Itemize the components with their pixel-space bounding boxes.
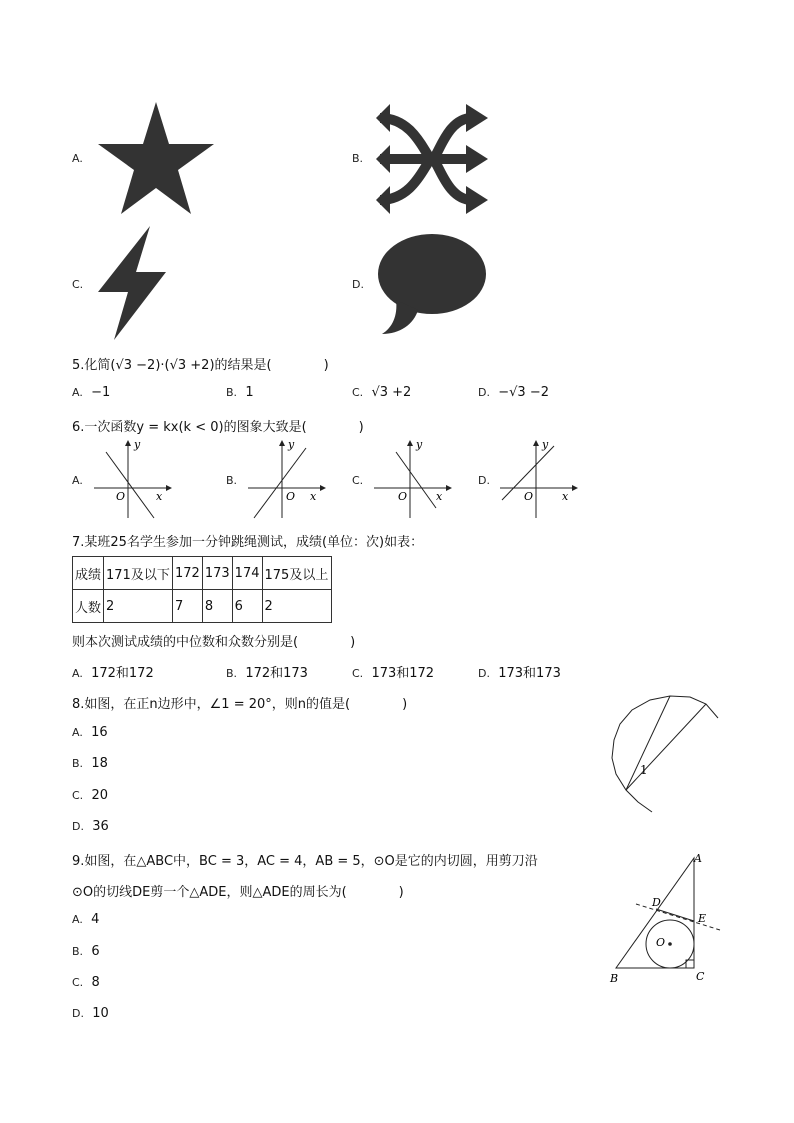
option-c[interactable] xyxy=(352,385,411,400)
option-letter: C. xyxy=(352,474,364,487)
option-value: 20 xyxy=(91,788,108,803)
option-letter: A. xyxy=(72,474,83,487)
option-c[interactable] xyxy=(72,975,100,990)
option-letter: B. xyxy=(226,667,238,680)
x-axis-label: x xyxy=(310,490,317,503)
option-letter: C. xyxy=(72,789,84,802)
question-5-text: 5.化简(√3 −2)·(√3 +2)的结果是( ) xyxy=(72,358,329,373)
option-letter: C. xyxy=(72,976,84,989)
incircle-triangle-figure xyxy=(606,848,726,988)
graph-b xyxy=(246,438,326,520)
option-value: 8 xyxy=(91,975,100,990)
option-value: −√3 −2 xyxy=(498,385,549,400)
option-letter: A. xyxy=(72,913,83,926)
option-letter: A. xyxy=(72,726,83,739)
option-d[interactable] xyxy=(72,1006,109,1021)
table-cell: 7 xyxy=(173,590,203,623)
option-c[interactable] xyxy=(72,788,108,803)
option-b[interactable] xyxy=(72,944,100,959)
option-letter: B. xyxy=(226,474,238,487)
option-letter: D. xyxy=(352,278,364,291)
option-d[interactable] xyxy=(72,819,109,834)
graph-c xyxy=(372,438,452,520)
regular-polygon-figure xyxy=(608,694,724,818)
option-value: √3 +2 xyxy=(371,385,412,400)
y-axis-label: y xyxy=(288,438,295,451)
table-cell: 172 xyxy=(173,557,203,590)
table-cell: 173 xyxy=(202,557,232,590)
score-table xyxy=(72,556,332,623)
option-value: 6 xyxy=(91,944,100,959)
star-icon xyxy=(96,100,216,216)
lightning-icon xyxy=(96,226,168,340)
question-9-text-line1: 9.如图，在△ABC中，BC = 3，AC = 4，AB = 5，⊙O是它的内切圆，用剪刀沿 xyxy=(72,854,538,869)
option-letter: D. xyxy=(478,474,490,487)
option-letter: D. xyxy=(478,386,490,399)
option-value: 173和173 xyxy=(498,666,561,681)
question-8-text: 8.如图，在正n边形中，∠1 = 20°，则n的值是( ) xyxy=(72,697,408,712)
table-cell: 174 xyxy=(232,557,262,590)
option-letter: A. xyxy=(72,667,83,680)
option-a[interactable] xyxy=(72,912,99,927)
option-letter: B. xyxy=(352,152,364,165)
y-axis-label: y xyxy=(416,438,423,451)
option-letter: D. xyxy=(478,667,490,680)
x-axis-label: x xyxy=(562,490,569,503)
option-letter: C. xyxy=(352,667,364,680)
option-value: 4 xyxy=(91,912,100,927)
option-letter: A. xyxy=(72,386,83,399)
label-e: E xyxy=(698,912,707,925)
label-d: D xyxy=(652,896,661,909)
option-value: 10 xyxy=(92,1006,109,1021)
option-letter: A. xyxy=(72,152,83,165)
option-d[interactable] xyxy=(478,662,561,681)
option-a[interactable] xyxy=(72,725,108,740)
table-cell: 2 xyxy=(262,590,331,623)
table-cell: 成绩 xyxy=(73,557,104,590)
origin-label: O xyxy=(286,490,296,503)
option-letter: D. xyxy=(72,1007,84,1020)
option-value: 172和173 xyxy=(245,666,308,681)
origin-label: O xyxy=(398,490,408,503)
question-7-text: 7.某班25名学生参加一分钟跳绳测试，成绩(单位：次)如表： xyxy=(72,535,424,550)
table-cell: 6 xyxy=(232,590,262,623)
label-o: O xyxy=(656,936,666,949)
option-d[interactable] xyxy=(478,385,549,400)
option-value: 16 xyxy=(91,725,108,740)
crossing-arrows-icon xyxy=(376,104,488,214)
option-b[interactable] xyxy=(226,385,254,400)
speech-bubble-icon xyxy=(376,232,488,336)
option-a[interactable] xyxy=(72,662,154,681)
graph-a xyxy=(92,438,172,520)
label-c: C xyxy=(696,970,705,983)
table-cell: 人数 xyxy=(73,590,104,623)
question-6-text: 6.一次函数y = kx(k < 0)的图象大致是( ) xyxy=(72,420,364,435)
y-axis-label: y xyxy=(542,438,549,451)
option-letter: C. xyxy=(72,278,84,291)
question-9-text-line2: ⊙O的切线DE剪一个△ADE，则△ADE的周长为( ) xyxy=(72,885,404,900)
table-row xyxy=(73,590,332,623)
y-axis-label: y xyxy=(134,438,141,451)
option-value: 173和172 xyxy=(371,666,435,681)
option-a[interactable] xyxy=(72,385,110,400)
origin-label: O xyxy=(524,490,534,503)
option-b[interactable] xyxy=(72,756,108,771)
label-a: A xyxy=(694,852,702,865)
option-c[interactable] xyxy=(352,662,434,681)
option-letter: B. xyxy=(72,757,84,770)
table-cell: 171及以下 xyxy=(104,557,173,590)
graph-d xyxy=(498,438,578,520)
option-b[interactable] xyxy=(226,662,308,681)
option-value: 172和172 xyxy=(91,666,154,681)
option-value: 1 xyxy=(245,385,254,400)
x-axis-label: x xyxy=(156,490,163,503)
angle-label: 1 xyxy=(640,763,648,777)
option-letter: B. xyxy=(226,386,238,399)
option-letter: B. xyxy=(72,945,84,958)
option-letter: D. xyxy=(72,820,84,833)
question-7-prompt: 则本次测试成绩的中位数和众数分别是( ) xyxy=(72,635,356,650)
x-axis-label: x xyxy=(436,490,443,503)
option-value: 18 xyxy=(91,756,108,771)
table-cell: 2 xyxy=(104,590,173,623)
origin-label: O xyxy=(116,490,126,503)
table-cell: 8 xyxy=(202,590,232,623)
option-value: −1 xyxy=(91,385,111,400)
table-row xyxy=(73,557,332,590)
option-value: 36 xyxy=(92,819,109,834)
table-cell: 175及以上 xyxy=(262,557,331,590)
label-b: B xyxy=(610,972,619,985)
option-letter: C. xyxy=(352,386,364,399)
